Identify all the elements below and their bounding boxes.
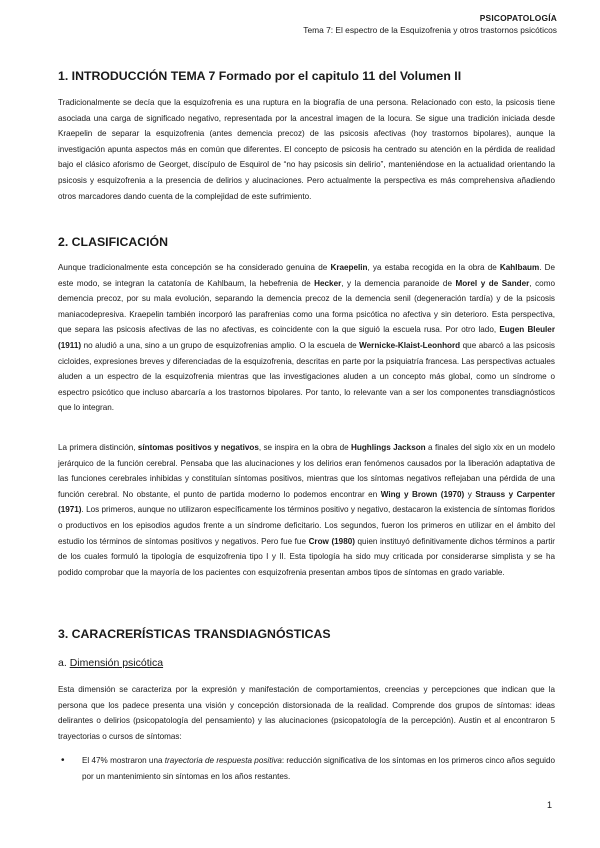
bold-run: Hughlings Jackson <box>351 443 426 452</box>
bold-run: Hecker <box>314 278 342 288</box>
text-run: . Los primeros, aunque no utilizaron específicamente los términos positivo y negativo, destacaron la existencia de síntomas floridos o productivos en los episodios agudos frente a un síndrome deficitario. Los segundos, fueron los primeros en utilizar en el ámbito del estudio los términos de síntomas positivos y negativos. Pero fue fue <box>58 505 555 546</box>
bold-run: Morel y de Sander <box>455 278 530 288</box>
bold-run: Strauss y Carpenter <box>475 489 556 499</box>
section-3-paragraph: Esta dimensión se caracteriza por la expresión y manifestación de comportamientos, creencias y percepciones que indican que la persona que los padece presenta una visión y concepción distorsionada de la realidad. Comprende dos grupos de síntomas: ideas delirantes o delirios (psicopatología del pensamiento) y las alucinaciones (psicopatología de la percepción). Austin et al encontraron 5 trayectorias o cursos de síntomas: <box>58 685 555 741</box>
text-run: . De este modo, se integran la catatonía de Kahlbaum, la hebefrenia de <box>58 263 556 288</box>
subsection-letter: a. <box>58 657 67 669</box>
text-run: El 47% mostraron una <box>82 756 165 765</box>
text-run: , y la demencia paranoide de <box>341 278 456 288</box>
list-item-text <box>82 753 555 784</box>
text-run: : reducción significativa de los síntomas en los primeros cinco años seguido por un mantenimiento sin síntomas en los años restantes. <box>82 756 555 781</box>
italic-run: trayectoria de respuesta positiva <box>164 756 282 765</box>
bold-run: Kraepelin <box>330 263 368 272</box>
subsection-heading <box>58 656 163 670</box>
header-topic: Tema 7: El espectro de la Esquizofrenia y otros trastornos psicóticos <box>303 25 557 35</box>
section-2-heading: 2. CLASIFICACIÓN <box>58 235 168 249</box>
bold-run: (1971) <box>58 505 82 515</box>
section-2-paragraph-1 <box>58 260 555 416</box>
bold-run: Crow <box>308 536 329 546</box>
bold-run: (1970) <box>440 489 465 499</box>
text-run: , ya estaba recogida en la obra de <box>367 263 500 272</box>
section-1-paragraph: Tradicionalmente se decía que la esquizofrenia es una ruptura en la biografía de una persona. Relacionado con esto, la psicosis tiene asociada una carga de significado negativo, representada por la ancestral imagen de la locura. Se sigue una tradición iniciada desde Kraepelin de separar la esquizofrenia (antes demencia precoz) de las psicosis afectivas (hoy trastornos bipolares), aunque la investigación apunta aspectos más en común que diferentes. El concepto de psicosis ha centrado su atención en la pérdida de realidad bajo el clásico aforismo de Georget, discípulo de Esquirol de “no hay psicosis sin delirio”, manteniéndose en la actualidad orientando la psicosis y esquizofrenia a la presencia de delirios y alucinaciones. Pero actualmente la perspectiva es más comprehensiva añadiendo otros marcadores dando cuenta de la complejidad de este sufrimiento. <box>58 98 555 201</box>
header-subject: PSICOPATOLOGÍA <box>479 13 557 23</box>
page-number: 1 <box>546 800 552 810</box>
text-run: que abarcó a las psicosis cicloides, expresiones breves y diferenciadas de la esquizofrenia, descritas en parte por la psiquiatría francesa. Las perspectivas actuales aluden a un espectro de la esquizofrenia mientras que las investigaciones aluden a un concepto más global, como un síndrome o espectro psicótico que incluso abarcaría a los trastornos bipolares. Por tanto, lo relevante van a ser los componentes transdiagnósticos que lo integran. <box>58 340 555 413</box>
bold-run: Wing y Brown <box>380 489 438 499</box>
section-1-heading: 1. INTRODUCCIÓN TEMA 7 Formado por el capitulo 11 del Volumen II <box>58 69 462 83</box>
text-run: no aludió a una, sino a un grupo de esquizofrenias amplio. O la escuela de <box>81 340 360 350</box>
text-run: y <box>464 489 476 499</box>
text-run: , como demencia precoz, por su mala evolución, separando la demencia precoz de la demencia senil (degeneración tardía) y de la psicosis maniacodepresiva. Kraepelin también incorporó las parafrenias como una forma psicótica no afectiva y sin deterioro. Esta perspectiva, que separa las psicosis afectivas de las no afectivas, es coincidente con la que siguió la escuela rusa. Por otro lado, <box>58 278 555 335</box>
text-run: La primera distinción, <box>58 443 138 452</box>
bold-run: (1911) <box>58 340 82 350</box>
text-run: , se inspira en la obra de <box>258 443 352 452</box>
bold-run: Kahlbaum <box>499 263 540 272</box>
bold-run: Eugen Bleuler <box>499 325 555 335</box>
running-header <box>303 12 557 36</box>
text-run: Aunque tradicionalmente esta concepción se ha considerado genuina de <box>58 263 331 272</box>
bullet-icon: • <box>61 755 65 766</box>
bold-run: síntomas positivos y negativos <box>137 443 259 452</box>
text-run: quien instituyó definitivamente dichos términos a partir de los cuales formuló la tipología de esquizofrenia tipo I y II. Esta tipología ha sido muy criticada por considerarse simplista y se ha podido comprobar que la mayoría de los pacientes con esquizofrenia presentan ambos tipos de síntomas en grado variable. <box>58 536 555 577</box>
section-3-heading: 3. CARACRERÍSTICAS TRANSDIAGNÓSTICAS <box>58 627 331 641</box>
section-2-paragraph-2 <box>58 440 555 580</box>
text-run: a finales del siglo xix en un modelo jerárquico de la función cerebral. Pensaba que las alucinaciones y los delirios eran fenómenos causados por la liberación adaptativa de las funciones cerebrales inhibidas y constituían síntomas positivos, mientras que los síntomas negativos reflejaban una pérdida de una función cerebral. No obstante, el punto de partida moderno lo podemos encontrar en <box>58 443 555 499</box>
bold-run: (1980) <box>331 536 355 546</box>
subsection-title: Dimensión psicótica <box>69 657 164 669</box>
bold-run: Wernicke-Klaist-Leonhord <box>359 340 461 350</box>
